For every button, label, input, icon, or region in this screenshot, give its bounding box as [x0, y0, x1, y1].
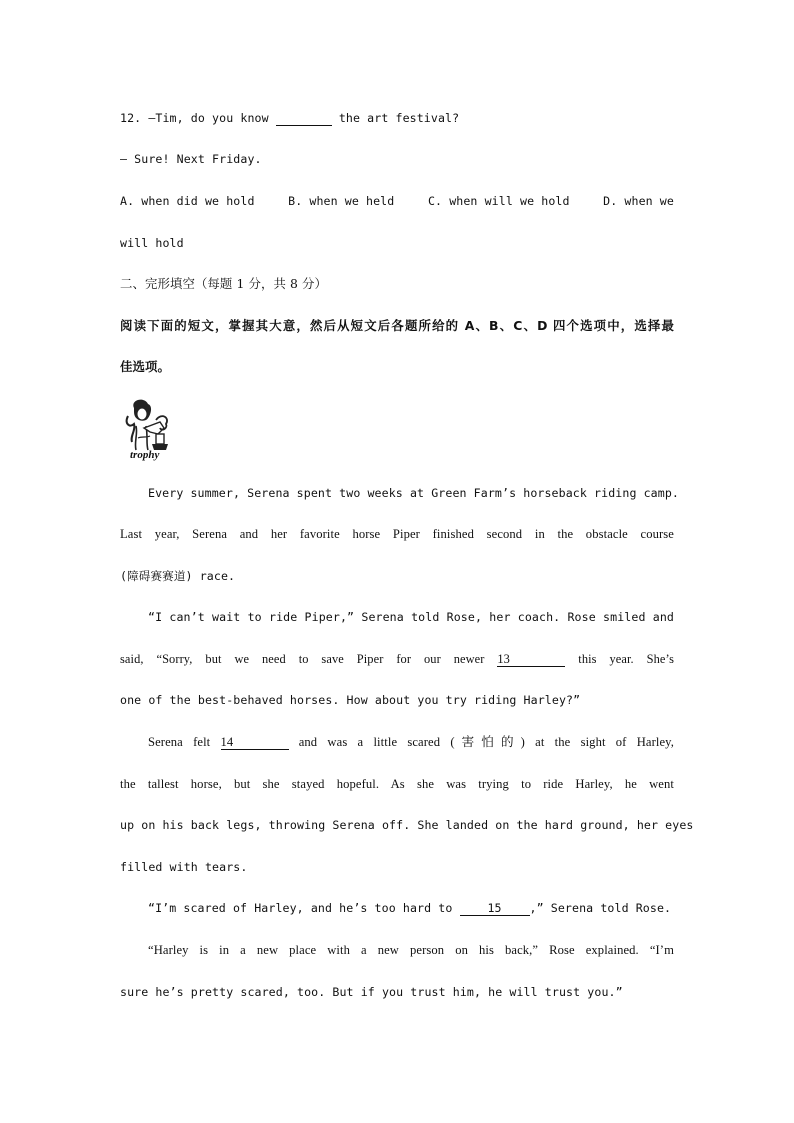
option-d-continued: will hold: [120, 236, 184, 250]
passage-line: Last year, Serena and her favorite horse Piper finished second in the obstacle course: [120, 527, 674, 541]
illustration-caption: trophy: [130, 449, 160, 461]
passage-line-with-blank-13: said, “Sorry, but we need to save Piper for our newer 13 this year. She’s: [120, 652, 674, 666]
option-c: C. when will we hold: [427, 194, 570, 208]
passage-line: “I can’t wait to ride Piper,” Serena told Rose, her coach. Rose smiled and: [148, 610, 674, 624]
blank-15: 15: [460, 901, 530, 916]
passage-line-with-blank-15: “I’m scared of Harley, and he’s too hard to 15 ,” Serena told Rose.: [148, 901, 672, 915]
blank-13: 13: [497, 652, 565, 667]
passage-line: Every summer, Serena spent two weeks at Green Farm’s horseback riding camp.: [148, 486, 680, 500]
option-d: D. when we: [603, 194, 674, 208]
question-12-options: [120, 192, 674, 210]
section-instruction-line1: 阅读下面的短文，掌握其大意，然后从短文后各题所给的 A、B、C、D 四个选项中，选择最: [120, 318, 674, 333]
passage-line: the tallest horse, but she stayed hopeful. As she was trying to ride Harley, he went: [120, 777, 674, 791]
passage-line-with-blank-14: Serena felt 14 and was a little scared (害怕的) at the sight of Harley,: [148, 735, 674, 749]
question-12-blank: [276, 111, 332, 126]
passage-line: “Harley is in a new place with a new person on his back,” Rose explained. “I’m: [148, 943, 674, 957]
option-a: A. when did we hold: [120, 194, 255, 208]
question-12-prompt: 12. —Tim, do you know the art festival?: [120, 111, 460, 125]
question-12-reply: — Sure! Next Friday.: [120, 152, 262, 166]
section-heading: 二、完形填空（每题 1 分，共 8 分）: [120, 276, 327, 291]
trophy-girl-icon: [120, 398, 172, 452]
passage-line: up on his back legs, throwing Serena off. She landed on the hard ground, her eyes: [120, 818, 694, 832]
blank-14: 14: [221, 735, 289, 750]
section-instruction-line2: 佳选项。: [120, 359, 170, 374]
passage-line: one of the best-behaved horses. How about you try riding Harley?”: [120, 693, 581, 707]
option-b: B. when we held: [288, 194, 395, 208]
trophy-illustration: [120, 398, 172, 464]
passage-line: sure he’s pretty scared, too. But if you trust him, he will trust you.”: [120, 985, 623, 999]
passage-line: filled with tears.: [120, 860, 248, 874]
passage-line: (障碍赛赛道) race.: [120, 569, 236, 583]
